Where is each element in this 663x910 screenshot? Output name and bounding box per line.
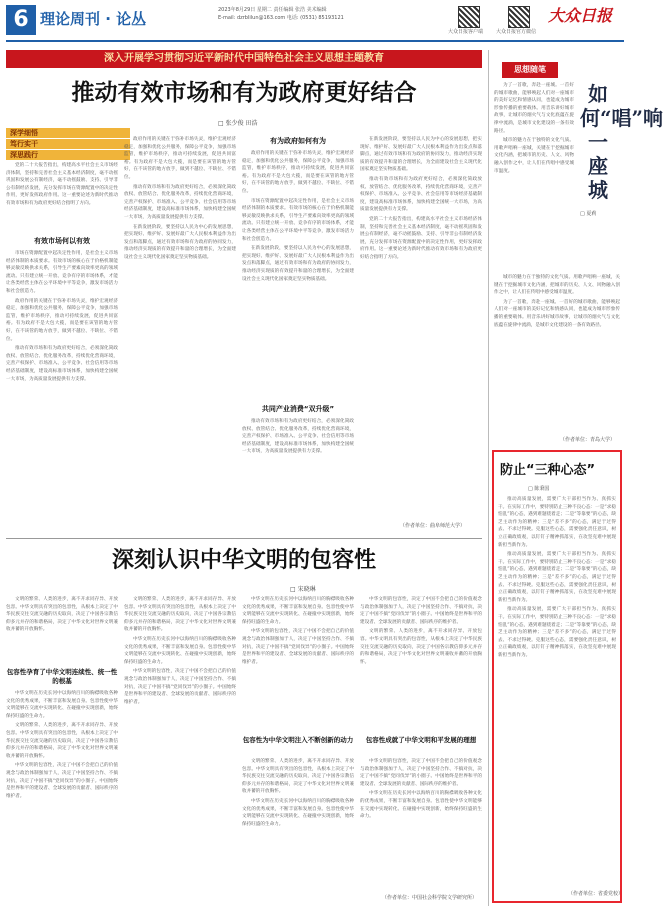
paragraph: 政府作用的关键在于弥补市场失灵，维护宏观经济稳定，加强和优化公共服务，保障公平竞争，加强市场监管，维护市场秩序，推动可持续发展，促进共同富裕。有为政府不是大包大揽，而是要在该管的地方管好，在不该管的地方放手，做到不越位、不缺位、不错位。	[242, 151, 354, 194]
article-column	[242, 596, 354, 730]
section-heading: 有效市场何以有效	[34, 237, 90, 245]
commentary-column	[498, 496, 616, 888]
article-lead	[6, 162, 118, 232]
article-column	[6, 596, 118, 666]
paragraph: 推动有效市场和有为政府更好结合，必须深化简政放权、放管结合、优化服务改革，持续优化营商环境，完善产权保护、市场准入、公平竞争、社会信用等市场经济基础制度，建设高标准市场体系，加快构建全国统一大市场，为高质量发展提供有力支撑。	[124, 184, 236, 220]
paragraph: 文明的繁荣、人类的进步，离不开求同存异、开放包容。中华文明具有突出的包容性，从根本上决定了中华民族交往交流交融的历史取向，决定了中国各宗教信仰多元并存的和谐格局，决定了中华文化对世界文明兼收并蓄的开放胸怀。	[242, 759, 354, 795]
paragraph: 党的二十大报告指出，构建高水平社会主义市场经济体制，坚持和完善社会主义基本经济制度，毫不动摇巩固和发展公有制经济，毫不动摇鼓励、支持、引导非公有制经济发展，充分发挥市场在资源配置中的决定性作用，更好发挥政府作用。这一重要论述为新时代推动有效市场和有为政府更好结合指明了方向。	[6, 163, 118, 206]
column-divider	[488, 50, 489, 906]
paragraph: 文明的繁荣、人类的进步，离不开求同存异、开放包容。中华文明具有突出的包容性，从根本上决定了中华民族交往交流交融的历史取向，决定了中国各宗教信仰多元并存的和谐格局，决定了中华文化对世界文明兼收并蓄的开放胸怀。	[6, 723, 118, 759]
paragraph: 推动高质量发展，需要广大干部担当作为、真抓实干。在实际工作中，要特别防止三种不良心态：一是“求稳怕乱”的心态，遇到难题绕着走；二是“等靠要”的心态，缺乏主动作为的精神；三是“差不多”的心态，满足于过得去、不求过得硬。克服这些心态，需要强化责任意识，树立正确政绩观，以钉钉子精神抓落实，在攻坚克难中展现新担当新作为。	[498, 497, 616, 548]
essay-column	[494, 82, 574, 272]
ribbon-line: 深学细悟	[6, 128, 130, 138]
paragraph: 中华文明在历史长河中以海纳百川的胸襟吸收各种文化的优秀成果，不断丰富和发展自身。包容性使中华文明能够在交流中实现转化、在碰撞中实现创新，始终保持旺盛的生命力。	[124, 636, 236, 665]
paragraph: 党的二十大报告指出，构建高水平社会主义市场经济体制，坚持和完善社会主义基本经济制度，毫不动摇巩固和发展公有制经济，毫不动摇鼓励、支持、引导非公有制经济发展，充分发挥市场在资源配置中的决定性作用，更好发挥政府作用。这一重要论述为新时代推动有效市场和有为政府更好结合指明了方向。	[360, 216, 482, 260]
article-title: 推动有效市场和有为政府更好结合	[71, 80, 417, 106]
paragraph: 政府作用的关键在于弥补市场失灵，维护宏观经济稳定，加强和优化公共服务，保障公平竞争，加强市场监管，维护市场秩序，推动可持续发展，促进共同富裕。有为政府不是大包大揽，而是要在该管的地方管好，在不该管的地方放手，做到不越位、不缺位、不错位。	[6, 298, 118, 342]
paragraph: 城市的魅力在于独特的文化气质。用歌声唱响一座城，关键在于挖掘城市文化内涵，把城市的历史、人文、风物融入创作之中，让人们在传唱中感受城市温度。	[494, 275, 620, 296]
article-column	[242, 150, 354, 400]
paragraph: 在新发展阶段，要坚持以人民为中心的发展思想，把实现好、维护好、发展好最广大人民根本利益作为出发点和落脚点，通过有效市场和有为政府的协同发力，推动经济实现质的有效提升和量的合理增长，为全面建设社会主义现代化国家奠定坚实物质基础。	[360, 137, 482, 173]
paragraph: 中华文明的包容性，决定了中国不会把自己的价值观念与政治体制强加于人，决定了中国坚持合作、不搞对抗，决定了中国不搞“党同伐异”的小圈子。中国始终是世界和平的建设者、全球发展的贡献者、国际秩序的维护者。	[242, 629, 354, 665]
paragraph: 文明的繁荣、人类的进步，离不开求同存异、开放包容。中华文明具有突出的包容性，从根本上决定了中华民族交往交流交融的历史取向，决定了中国各宗教信仰多元并存的和谐格局，决定了中华文化对世界文明兼收并蓄的开放胸怀。	[6, 597, 118, 633]
ribbon-line: 深思践行	[6, 150, 130, 160]
theme-banner: 深入开展学习贯彻习近平新时代中国特色社会主义思想主题教育	[6, 50, 482, 68]
date-line	[218, 6, 428, 22]
article-column	[124, 596, 236, 904]
page-header	[0, 0, 630, 40]
essay-byline: □ 夏莉	[580, 211, 597, 217]
article-byline: □ 张少俊 田浩	[218, 120, 258, 127]
author-unit: （作者单位：中国社会科学院文学研究所）	[382, 895, 478, 901]
page-number: 6	[6, 5, 36, 35]
paragraph: 中华文明在历史长河中以海纳百川的胸襟吸收各种文化的优秀成果，不断丰富和发展自身。包容性使中华文明能够在交流中实现转化、在碰撞中实现创新，始终保持旺盛的生命力。	[242, 798, 354, 827]
section-heading: 共同产业消费“双升级”	[261, 405, 335, 413]
date-text: 2023年8月29日 星期二 责任编辑 张浩 美术编辑	[218, 7, 327, 13]
paragraph: 在新发展阶段，要坚持以人民为中心的发展思想，把实现好、维护好、发展好最广大人民根本利益作为出发点和落脚点，通过有效市场和有为政府的协同发力，推动经济实现质的有效提升和量的合理增长，为全面建设社会主义现代化国家奠定坚实物质基础。	[242, 246, 354, 282]
divider	[6, 538, 482, 539]
paragraph: 中华文明在历史长河中以海纳百川的胸襟吸收各种文化的优秀成果，不断丰富和发展自身。包容性使中华文明能够在交流中实现转化、在碰撞中实现创新，始终保持旺盛的生命力。	[360, 791, 482, 820]
paragraph: 中华文明在历史长河中以海纳百川的胸襟吸收各种文化的优秀成果，不断丰富和发展自身。包容性使中华文明能够在交流中实现转化、在碰撞中实现创新，始终保持旺盛的生命力。	[6, 691, 118, 719]
article-column	[6, 250, 118, 530]
paragraph: 中华文明在历史长河中以海纳百川的胸襟吸收各种文化的优秀成果，不断丰富和发展自身。包容性使中华文明能够在交流中实现转化、在碰撞中实现创新，始终保持旺盛的生命力。	[242, 597, 354, 625]
section-heading: 包容性为中华文明注入不断创新的动力	[242, 736, 354, 744]
article-title: 深刻认识中华文明的包容性	[111, 548, 376, 573]
essay-title: 如何“唱”响一座城	[580, 82, 663, 202]
qr-label: 大众日报客户端	[448, 29, 484, 35]
paragraph: 推动高质量发展，需要广大干部担当作为、真抓实干。在实际工作中，要特别防止三种不良心态：一是“求稳怕乱”的心态，遇到难题绕着走；二是“等靠要”的心态，缺乏主动作为的精神；三是“差不多”的心态，满足于过得去、不求过得硬。克服这些心态，需要强化责任意识，树立正确政绩观，以钉钉子精神抓落实，在攻坚克难中展现新担当新作为。	[498, 607, 616, 658]
author-unit: （作者单位：青岛大学）	[560, 437, 616, 443]
paragraph: 为了一首歌，奔赴一座城。一首好的城市歌曲，能够唤起人们对一座城市的美好记忆和情感认同，也能成为城市形象传播的重要载体。用音乐讲好城市故事，让城市的烟火气与文化底蕴在旋律中流淌，是城市文化建设的一条有效路径。	[494, 299, 620, 328]
article-column	[360, 758, 482, 890]
commentary-title: 防止“三种心态”	[500, 463, 596, 478]
paragraph: 城市的魅力在于独特的文化气质。用歌声唱响一座城，关键在于挖掘城市文化内涵，把城市的历史、人文、风物融入创作之中，让人们在传唱中感受城市温度。	[494, 138, 574, 174]
paragraph: 文明的繁荣、人类的进步，离不开求同存异、开放包容。中华文明具有突出的包容性，从根本上决定了中华民族交往交流交融的历史取向，决定了中国各宗教信仰多元并存的和谐格局，决定了中华文化对世界文明兼收并蓄的开放胸怀。	[124, 597, 236, 633]
section-heading: 包容性孕育了中华文明连续性、统一性的根基	[6, 668, 118, 685]
paragraph: 推动有效市场和有为政府更好结合，必须深化简政放权、放管结合、优化服务改革，持续优化营商环境，完善产权保护、市场准入、公平竞争、社会信用等市场经济基础制度，建设高标准市场体系，加快构建全国统一大市场，为高质量发展提供有力支撑。	[242, 419, 354, 455]
paragraph: 市场在资源配置中起决定性作用，是社会主义市场经济体制的本质要求。有效市场的核心在于价格机制能够灵敏反映供求关系，引导生产要素向效率更高的领域流动。只有建立统一开放、竞争有序的市场体系，才能让各类经营主体在公平环境中平等竞争，激发市场活力和社会创造力。	[242, 198, 354, 242]
ribbon-tag	[6, 128, 130, 158]
article-column	[360, 136, 482, 520]
paragraph: 市场在资源配置中起决定性作用，是社会主义市场经济体制的本质要求。有效市场的核心在于价格机制能够灵敏反映供求关系，引导生产要素向效率更高的领域流动。只有建立统一开放、竞争有序的市场体系，才能让各类经营主体在公平环境中平等竞争，激发市场活力和社会创造力。	[6, 251, 118, 294]
header-rule	[6, 40, 624, 42]
paragraph: 在新发展阶段，要坚持以人民为中心的发展思想，把实现好、维护好、发展好最广大人民根本利益作为出发点和落脚点，通过有效市场和有为政府的协同发力，推动经济实现质的有效提升和量的合理增长，为全面建设社会主义现代化国家奠定坚实物质基础。	[124, 224, 236, 260]
article-column	[360, 596, 482, 730]
paragraph: 中华文明的包容性，决定了中国不会把自己的价值观念与政治体制强加于人，决定了中国坚持合作、不搞对抗，决定了中国不搞“党同伐异”的小圈子。中国始终是世界和平的建设者、全球发展的贡献者、国际秩序的维护者。	[360, 759, 482, 787]
article-column	[242, 418, 354, 530]
essay-column	[494, 274, 620, 434]
article-byline: □ 宋晓琳	[290, 586, 316, 593]
qr-code-icon	[458, 6, 480, 28]
qr-label: 大众日报官方微信	[496, 29, 537, 35]
section-heading: 包容性成就了中华文明和平发展的理想	[365, 736, 477, 744]
section-heading: 有为政府如何有为	[270, 137, 326, 145]
newspaper-logo: 大众日报	[548, 6, 613, 25]
paragraph: 政府作用的关键在于弥补市场失灵，维护宏观经济稳定，加强和优化公共服务，保障公平竞争，加强市场监管，维护市场秩序，推动可持续发展，促进共同富裕。有为政府不是大包大揽，而是要在该管的地方管好，在不该管的地方放手，做到不越位、不缺位、不错位。	[124, 137, 236, 180]
email-text: E-mail: dzrblilun@163.com 电话: (0531) 85193121	[218, 15, 344, 21]
article-column	[6, 690, 118, 904]
section-title: 理论周刊 · 论丛	[40, 10, 147, 28]
qr-code-icon	[508, 6, 530, 28]
author-unit: （作者单位：省委党校）	[568, 891, 624, 897]
paragraph: 文明的繁荣、人类的进步，离不开求同存异、开放包容。中华文明具有突出的包容性，从根本上决定了中华民族交往交流交融的历史取向，决定了中国各宗教信仰多元并存的和谐格局，决定了中华文化对世界文明兼收并蓄的开放胸怀。	[360, 629, 482, 665]
paragraph: 推动有效市场和有为政府更好结合，必须深化简政放权、放管结合、优化服务改革，持续优化营商环境，完善产权保护、市场准入、公平竞争、社会信用等市场经济基础制度，建设高标准市场体系，加快构建全国统一大市场，为高质量发展提供有力支撑。	[360, 176, 482, 213]
paragraph: 推动有效市场和有为政府更好结合，必须深化简政放权、放管结合、优化服务改革，持续优化营商环境，完善产权保护、市场准入、公平竞争、社会信用等市场经济基础制度，建设高标准市场体系，加快构建全国统一大市场，为高质量发展提供有力支撑。	[6, 346, 118, 382]
paragraph: 中华文明的包容性，决定了中国不会把自己的价值观念与政治体制强加于人，决定了中国坚持合作、不搞对抗，决定了中国不搞“党同伐异”的小圈子。中国始终是世界和平的建设者、全球发展的贡献者、国际秩序的维护者。	[6, 763, 118, 799]
ribbon-line: 笃行实干	[6, 139, 130, 149]
paragraph: 为了一首歌，奔赴一座城。一首好的城市歌曲，能够唤起人们对一座城市的美好记忆和情感认同，也能成为城市形象传播的重要载体。用音乐讲好城市故事，让城市的烟火气与文化底蕴在旋律中流淌，是城市文化建设的一条有效路径。	[494, 83, 574, 134]
column-tag: 思想随笔	[502, 62, 558, 78]
commentary-byline: □ 陈秉国	[528, 486, 550, 492]
author-unit: （作者单位：曲阜师范大学）	[400, 523, 466, 529]
paragraph: 中华文明的包容性，决定了中国不会把自己的价值观念与政治体制强加于人，决定了中国坚持合作、不搞对抗，决定了中国不搞“党同伐异”的小圈子。中国始终是世界和平的建设者、全球发展的贡献者、国际秩序的维护者。	[360, 597, 482, 625]
paragraph: 推动高质量发展，需要广大干部担当作为、真抓实干。在实际工作中，要特别防止三种不良心态：一是“求稳怕乱”的心态，遇到难题绕着走；二是“等靠要”的心态，缺乏主动作为的精神；三是“差不多”的心态，满足于过得去、不求过得硬。克服这些心态，需要强化责任意识，树立正确政绩观，以钉钉子精神抓落实，在攻坚克难中展现新担当新作为。	[498, 552, 616, 603]
paragraph: 中华文明的包容性，决定了中国不会把自己的价值观念与政治体制强加于人，决定了中国坚持合作、不搞对抗，决定了中国不搞“党同伐异”的小圈子。中国始终是世界和平的建设者、全球发展的贡献者、国际秩序的维护者。	[124, 669, 236, 705]
article-column	[124, 136, 236, 530]
article-column	[242, 758, 354, 904]
